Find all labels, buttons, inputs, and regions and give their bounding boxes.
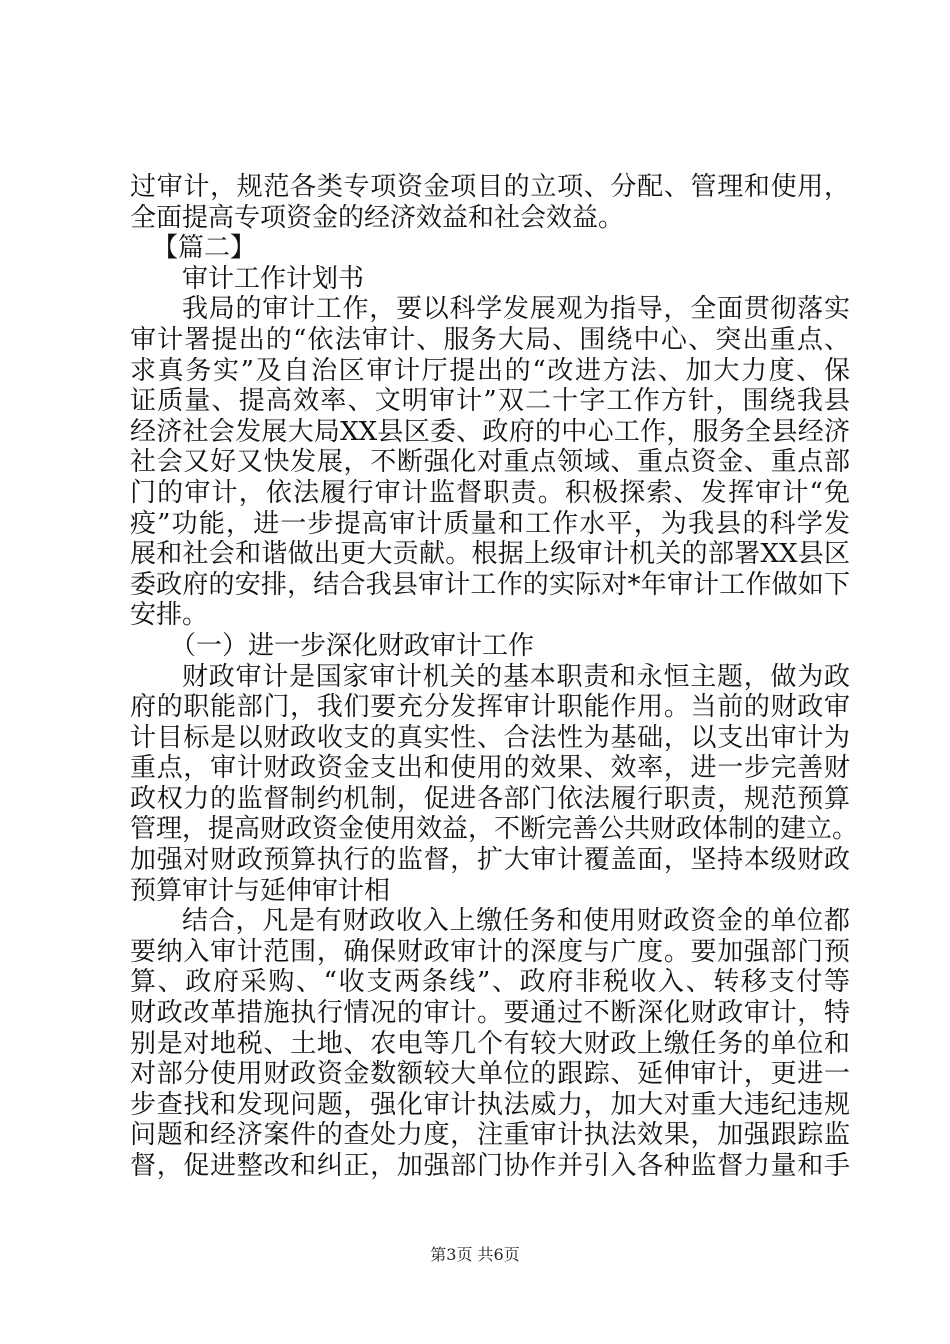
body-text-line: 要纳入审计范围，确保财政审计的深度与广度。要加强部门预	[130, 936, 850, 967]
section-marker: 【篇二】	[152, 233, 257, 264]
document-body	[130, 172, 859, 1182]
page-footer: 第3页 共6页	[430, 1245, 520, 1264]
body-text-line: 我局的审计工作，要以科学发展观为指导，全面贯彻落实	[182, 294, 850, 325]
body-text-line: 预算审计与延伸审计相	[130, 875, 391, 906]
body-text-line: 府的职能部门，我们要充分发挥审计职能作用。当前的财政审	[130, 692, 850, 723]
body-text-line: 求真务实”及自治区审计厅提出的“改进方法、加大力度、保	[130, 355, 850, 386]
body-text-line: 社会又好又快发展，不断强化对重点领域、重点资金、重点部	[130, 447, 850, 478]
body-text-line: 政权力的监督制约机制，促进各部门依法履行职责，规范预算	[130, 783, 850, 814]
body-text-line: 审计署提出的“依法审计、服务大局、围绕中心、突出重点、	[130, 324, 850, 355]
body-text-line: 财政审计是国家审计机关的基本职责和永恒主题，做为政	[182, 661, 850, 692]
body-text-line: 问题和经济案件的查处力度，注重审计执法效果，加强跟踪监	[130, 1120, 850, 1151]
body-text-line: 计目标是以财政收支的真实性、合法性为基础，以支出审计为	[130, 722, 850, 753]
document-title: 审计工作计划书	[182, 263, 365, 294]
body-text-line: 算、政府采购、“收支两条线”、政府非税收入、转移支付等	[130, 967, 850, 998]
body-text-line: 别是对地税、土地、农电等几个有较大财政上缴任务的单位和	[130, 1028, 850, 1059]
body-text-line: 结合，凡是有财政收入上缴任务和使用财政资金的单位都	[182, 906, 850, 937]
body-text-line: 督，促进整改和纠正，加强部门协作并引入各种监督力量和手	[130, 1151, 850, 1181]
body-text-line: 门的审计，依法履行审计监督职责。积极探索、发挥审计“免	[130, 477, 850, 508]
body-text-line: 经济社会发展大局XX县区委、政府的中心工作，服务全县经济	[130, 416, 850, 447]
body-text-line: 安排。	[130, 600, 209, 631]
body-text-line: 财政改革措施执行情况的审计。要通过不断深化财政审计，特	[130, 998, 850, 1029]
body-text-line: 证质量、提高效率、文明审计”双二十字工作方针，围绕我县	[130, 386, 850, 417]
body-text-line: 过审计，规范各类专项资金项目的立项、分配、管理和使用，	[130, 172, 850, 202]
body-text-line: 重点，审计财政资金支出和使用的效果、效率，进一步完善财	[130, 753, 850, 784]
body-text-line: 管理，提高财政资金使用效益，不断完善公共财政体制的建立。	[130, 814, 859, 845]
body-text-line: 疫”功能，进一步提高审计质量和工作水平，为我县的科学发	[130, 508, 850, 539]
subsection-heading: （一）进一步深化财政审计工作	[170, 630, 535, 661]
body-text-line: 加强对财政预算执行的监督，扩大审计覆盖面，坚持本级财政	[130, 845, 850, 876]
body-text-line: 步查找和发现问题，强化审计执法威力，加大对重大违纪违规	[130, 1089, 850, 1120]
body-text-line: 委政府的安排，结合我县审计工作的实际对*年审计工作做如下	[130, 569, 850, 600]
body-text-line: 展和社会和谐做出更大贡献。根据上级审计机关的部署XX县区	[130, 539, 850, 570]
body-text-line: 对部分使用财政资金数额较大单位的跟踪、延伸审计，更进一	[130, 1059, 850, 1090]
body-text-line: 全面提高专项资金的经济效益和社会效益。	[130, 202, 625, 233]
